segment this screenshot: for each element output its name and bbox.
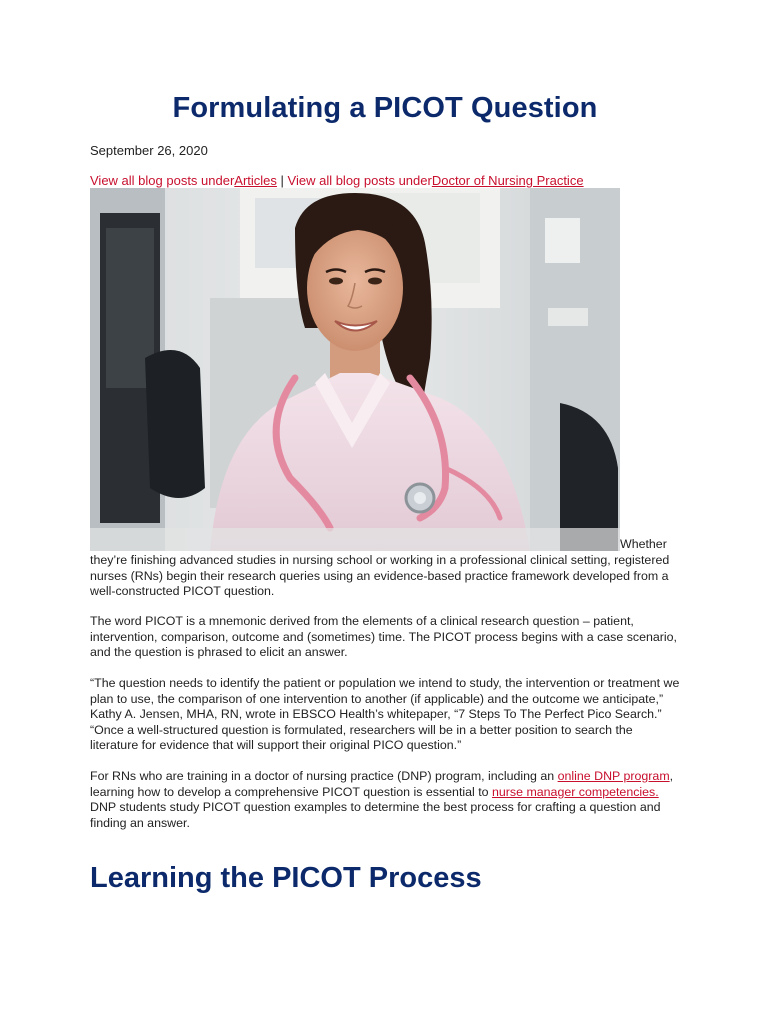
- nurse-photo: [90, 188, 620, 551]
- breadcrumb: [90, 173, 584, 188]
- breadcrumb-prefix: View all blog posts under: [287, 173, 432, 188]
- body-paragraph-dnp: [90, 769, 680, 831]
- nurse-manager-link[interactable]: nurse manager competencies.: [492, 784, 659, 799]
- category-link-articles[interactable]: Articles: [234, 173, 277, 188]
- post-date: September 26, 2020: [90, 143, 208, 158]
- paragraph-text: DNP students study PICOT question examples to determine the best process for crafting a question and finding an answer.: [90, 800, 661, 830]
- paragraph-text: For RNs who are training in a doctor of nursing practice (DNP) program, including an: [90, 769, 558, 783]
- page-title: Formulating a PICOT Question: [172, 92, 598, 124]
- breadcrumb-prefix: View all blog posts under: [90, 173, 235, 188]
- online-dnp-link[interactable]: online DNP program: [557, 769, 670, 783]
- intro-text: they’re finishing advanced studies in nursing school or working in a professional clinical setting, registered nurses (RNs) begin their research queries using an evidence-based practice framework developed from a well-constructed PICOT question.: [90, 553, 670, 599]
- body-paragraph-quote: “The question needs to identify the patient or population we intend to study, the intervention or treatment we plan to use, the comparison of one intervention to another (if applicable) and the outcome we anticipate,” Kathy A. Jensen, MHA, RN, wrote in EBSCO Health’s whitepaper, “7 Steps To The Perfect Pico Search.” “Once a well-structured question is formulated, researchers will be in a better position to search the literature for evidence that will support their original PICO question.”: [90, 676, 680, 753]
- paragraph-text: , learning how to develop a comprehensive PICOT question is essential to: [90, 769, 674, 799]
- section-heading: Learning the PICOT Process: [90, 862, 482, 894]
- body-paragraph: The word PICOT is a mnemonic derived from the elements of a clinical research question – patient, intervention, comparison, outcome and (sometimes) time. The PICOT process begins with a case scenario, and the question is phrased to elicit an answer.: [90, 614, 677, 660]
- category-link-dnp[interactable]: Doctor of Nursing Practice: [431, 173, 584, 188]
- breadcrumb-separator: |: [276, 173, 288, 188]
- intro-first-word: Whether: [620, 537, 667, 551]
